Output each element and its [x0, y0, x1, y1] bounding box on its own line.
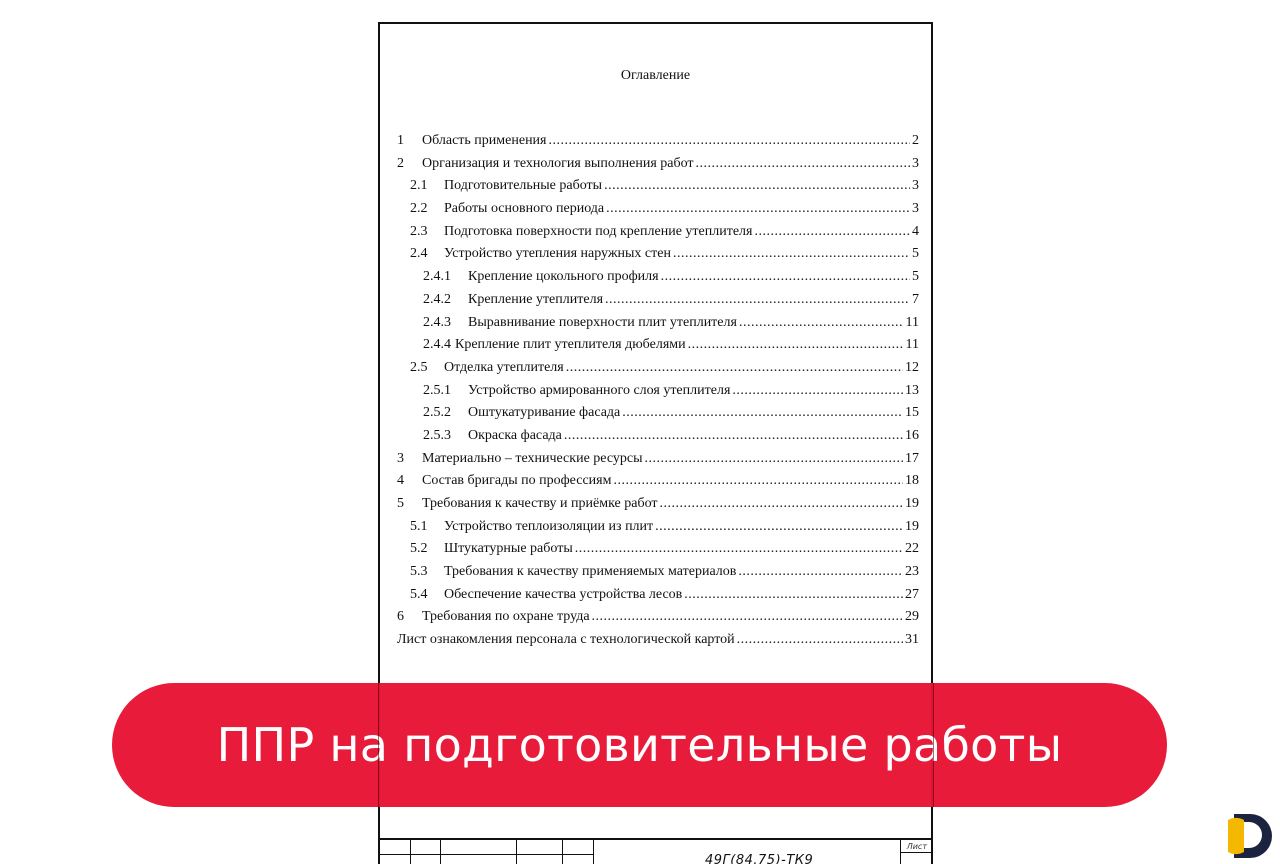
- title-block-stamp: [380, 838, 931, 864]
- toc-entry: [397, 315, 919, 338]
- toc-dot-leader: [739, 315, 904, 331]
- toc-dot-leader: [606, 201, 910, 217]
- toc-entry-title: Подготовительные работы: [444, 178, 603, 194]
- toc-entry-title: Требования по охране труда: [422, 609, 590, 625]
- toc-entry-title: Крепление цокольного профиля: [468, 269, 659, 285]
- toc-entry-number: 3: [397, 450, 404, 466]
- toc-entry-number: 2.4: [410, 246, 428, 262]
- toc-entry-number: 2.1: [410, 178, 428, 194]
- toc-entry: [397, 405, 919, 428]
- title-banner: [112, 683, 1167, 807]
- toc-entry-title: Лист ознакомления персонала с технологической картой: [397, 632, 735, 648]
- toc-entry-page: 19: [905, 496, 919, 511]
- banner-title: ППР на подготовительные работы: [216, 718, 1063, 772]
- toc-entry-page: 16: [905, 427, 919, 443]
- toc-entry-title: Отделка утеплителя: [444, 359, 564, 375]
- toc-entry: [397, 519, 919, 542]
- toc-dot-leader: [655, 519, 903, 535]
- toc-dot-leader: [754, 224, 910, 240]
- toc-entry: [397, 201, 919, 224]
- toc-entry-number: 2.5.1: [423, 382, 451, 398]
- toc-entry-title: Штукатурные работы: [444, 541, 573, 557]
- toc-entry: [397, 609, 919, 632]
- document-code: 49Г(84.75)-ТК9: [705, 853, 814, 864]
- toc-entry-number: 1: [397, 133, 404, 148]
- toc-entry-number: 5.4: [410, 586, 428, 602]
- toc-entry-page: 12: [905, 359, 919, 375]
- toc-entry-page: 19: [905, 518, 919, 534]
- toc-dot-leader: [684, 587, 903, 603]
- toc-entry-number: 5.2: [410, 541, 428, 557]
- toc-entry-page: 3: [912, 178, 919, 194]
- toc-entry: [397, 156, 919, 179]
- toc-entry-page: 27: [905, 586, 919, 602]
- toc-entry-page: 29: [905, 609, 919, 625]
- toc-entry: [397, 292, 919, 315]
- toc-entry-title: Работы основного периода: [444, 201, 605, 217]
- toc-dot-leader: [737, 632, 903, 648]
- toc-entry-number: 2.4.4: [423, 337, 451, 353]
- toc-entry-page: 2: [912, 133, 919, 148]
- toc-entry-page: 22: [905, 541, 919, 557]
- toc-dot-leader: [696, 156, 910, 172]
- toc-entry-number: 2.2: [410, 201, 428, 217]
- toc-entry-title: Крепление утеплителя: [468, 291, 604, 307]
- toc-entry-number: 5.1: [410, 518, 428, 534]
- toc-entry-page: 7: [912, 291, 919, 307]
- toc-entry-title: Устройство теплоизоляции из плит: [444, 518, 654, 534]
- toc-entry-number: 2.4.3: [423, 314, 451, 330]
- sheet-border-right-overlay: [933, 683, 934, 807]
- toc-entry: [397, 541, 919, 564]
- toc-entry-number: 2.3: [410, 223, 428, 239]
- toc-entry-page: 11: [905, 337, 919, 353]
- toc-dot-leader: [645, 451, 904, 467]
- toc-entry: [397, 496, 919, 519]
- toc-entry-page: 15: [905, 405, 919, 421]
- toc-entry-page: 5: [912, 246, 919, 262]
- toc-entry-page: 31: [905, 632, 919, 648]
- toc-entry-number: 2.5.2: [423, 405, 451, 421]
- toc-entry: [397, 632, 919, 655]
- toc-entry: [397, 564, 919, 587]
- toc-entry-page: 18: [905, 473, 919, 489]
- toc-dot-leader: [732, 383, 903, 399]
- toc-dot-leader: [566, 360, 903, 376]
- toc-dot-leader: [592, 609, 903, 625]
- toc-entry-title: Материально – технические ресурсы: [422, 450, 643, 466]
- toc-dot-leader: [564, 428, 903, 444]
- toc-entry: [397, 224, 919, 247]
- toc-dot-leader: [549, 133, 911, 149]
- toc-entry: [397, 337, 919, 360]
- toc-entry-title: Область применения: [422, 133, 547, 148]
- table-of-contents: [397, 133, 919, 655]
- sheet-border-left-overlay: [378, 683, 379, 807]
- toc-dot-leader: [688, 337, 904, 353]
- toc-dot-leader: [673, 246, 910, 262]
- toc-entry-title: Крепление плит утеплителя дюбелями: [455, 337, 686, 353]
- toc-dot-leader: [738, 564, 903, 580]
- toc-dot-leader: [660, 496, 903, 512]
- brand-logo-icon: [1226, 808, 1276, 862]
- toc-entry-page: 23: [905, 564, 919, 580]
- toc-dot-leader: [661, 269, 910, 285]
- toc-entry-title: Устройство утепления наружных стен: [444, 246, 671, 262]
- toc-entry-number: 6: [397, 609, 404, 625]
- toc-entry-page: 3: [912, 155, 919, 171]
- toc-entry-title: Окраска фасада: [468, 427, 562, 443]
- toc-entry-page: 3: [912, 201, 919, 217]
- toc-entry-number: 2.5: [410, 359, 428, 375]
- toc-entry-title: Оштукатуривание фасада: [468, 405, 621, 421]
- toc-entry-number: 5: [397, 496, 404, 511]
- toc-entry-number: 2: [397, 155, 404, 171]
- toc-entry-title: Состав бригады по профессиям: [422, 473, 612, 489]
- toc-entry-page: 5: [912, 269, 919, 285]
- toc-dot-leader: [575, 541, 903, 557]
- toc-entry-title: Выравнивание поверхности плит утеплителя: [468, 314, 737, 330]
- toc-entry-title: Требования к качеству применяемых материалов: [444, 564, 737, 580]
- toc-entry-number: 4: [397, 473, 404, 489]
- sheet-label: Лист: [906, 842, 927, 851]
- toc-entry-title: Подготовка поверхности под крепление утеплителя: [444, 223, 753, 239]
- toc-entry-title: Обеспечение качества устройства лесов: [444, 586, 683, 602]
- toc-entry-number: 2.4.2: [423, 291, 451, 307]
- toc-entry: [397, 133, 919, 156]
- toc-entry: [397, 451, 919, 474]
- toc-title: Оглавление: [620, 68, 691, 83]
- toc-entry: [397, 246, 919, 269]
- toc-entry-number: 2.4.1: [423, 269, 451, 285]
- toc-entry-page: 11: [905, 314, 919, 330]
- toc-entry-title: Требования к качеству и приёмке работ: [422, 496, 658, 511]
- toc-entry-number: 2.5.3: [423, 427, 451, 443]
- toc-dot-leader: [605, 292, 910, 308]
- toc-entry: [397, 360, 919, 383]
- toc-entry-page: 4: [912, 223, 919, 239]
- toc-entry-page: 13: [905, 382, 919, 398]
- toc-entry: [397, 587, 919, 610]
- toc-entry-title: Организация и технология выполнения работ: [422, 155, 694, 171]
- toc-dot-leader: [604, 178, 910, 194]
- toc-entry: [397, 473, 919, 496]
- toc-dot-leader: [613, 473, 903, 489]
- toc-entry-page: 17: [905, 450, 919, 466]
- toc-entry-number: 5.3: [410, 564, 428, 580]
- toc-dot-leader: [622, 405, 903, 421]
- toc-entry: [397, 428, 919, 451]
- toc-entry: [397, 178, 919, 201]
- toc-entry: [397, 269, 919, 292]
- toc-entry: [397, 383, 919, 406]
- toc-entry-title: Устройство армированного слоя утеплителя: [468, 382, 731, 398]
